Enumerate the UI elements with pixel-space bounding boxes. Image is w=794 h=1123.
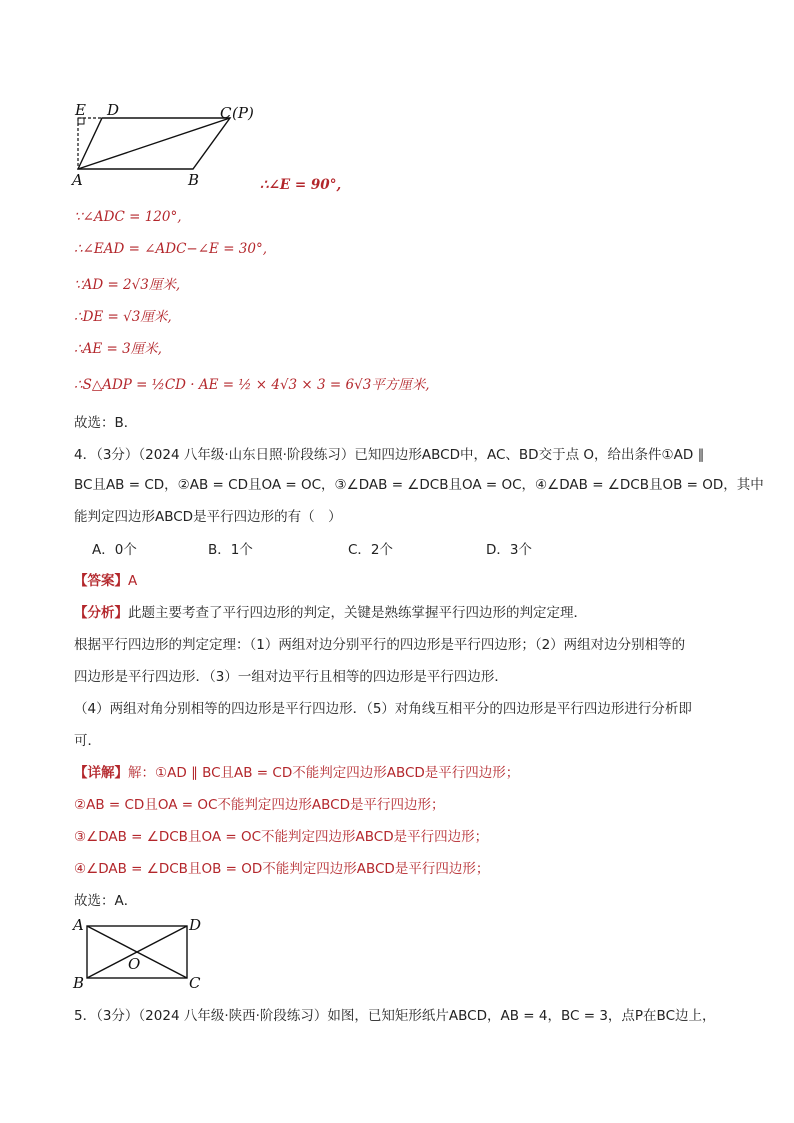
detail-line-4: ④∠DAB = ∠DCB且OB = OD不能判定四边形ABCD是平行四边形； [74, 861, 490, 877]
label-p: (P) [232, 104, 254, 122]
analysis-text: 此题主要考查了平行四边形的判定，关键是熟练掌握平行四边形的判定定理． [128, 605, 587, 621]
label-o: O [128, 955, 141, 973]
answer-tag: 【答案】 [74, 573, 128, 589]
solution-line-6: ∴AE = 3厘米, [74, 341, 162, 357]
q4-option-c: C．2个 [348, 542, 394, 558]
q4-option-b: B．1个 [208, 542, 253, 558]
solution-line-7: ∴S△ADP = ½CD · AE = ½ × 4√3 × 3 = 6√3平方厘米, [74, 377, 430, 393]
q4-analysis-line-2: 根据平行四边形的判定定理：（1）两组对边分别平行的四边形是平行四边形；（2）两组对边分别相等的 [74, 637, 686, 653]
diagonal-ac [78, 118, 230, 169]
q4-conclusion: 故选：A． [74, 893, 138, 909]
detail-tag: 【详解】 [74, 765, 128, 781]
q4-analysis [74, 601, 587, 621]
q4-line-2: BC且AB = CD，②AB = CD且OA = OC，③∠DAB = ∠DCB且OA = OC，④∠DAB = ∠DCB且OB = OD，其中 [74, 477, 764, 493]
answer-value: A [128, 573, 138, 589]
q4-analysis-line-4: （4）两组对角分别相等的四边形是平行四边形．（5）对角线互相平分的四边形是平行四边形进行分析即 [74, 701, 692, 717]
label-e: E [75, 101, 86, 119]
label-a: A [72, 171, 83, 189]
label-b: B [188, 171, 200, 189]
label-c: C [189, 974, 201, 992]
detail-line-2: ②AB = CD且OA = OC不能判定四边形ABCD是平行四边形； [74, 797, 445, 813]
detail-line-1: 解：①AD ∥ BC且AB = CD不能判定四边形ABCD是平行四边形； [128, 765, 520, 781]
label-d: D [107, 101, 120, 119]
detail-line-3: ③∠DAB = ∠DCB且OA = OC不能判定四边形ABCD是平行四边形； [74, 829, 489, 845]
solution-line-1: ∴∠E = 90°, [260, 177, 342, 193]
label-a: A [73, 916, 84, 934]
solution-line-2: ∵∠ADC = 120°, [74, 209, 182, 225]
label-b: B [73, 974, 85, 992]
q4-option-a: A．0个 [92, 542, 137, 558]
q5-line-1: 5．（3分）（2024 八年级·陕西·阶段练习）如图，已知矩形纸片ABCD，AB = 4，BC = 3，点P在BC边上， [74, 1008, 716, 1024]
q4-analysis-line-3: 四边形是平行四边形．（3）一组对边平行且相等的四边形是平行四边形． [74, 669, 508, 685]
solution-line-3: ∴∠EAD = ∠ADC−∠E = 30°, [74, 241, 268, 257]
label-d: D [189, 916, 202, 934]
solution-line-4: ∵AD = 2√3厘米, [74, 277, 181, 293]
figure-parallelogram [60, 96, 270, 191]
figure-rectangle [70, 914, 210, 992]
q4-analysis-line-5: 可． [74, 733, 101, 749]
solution-line-5: ∴DE = √3厘米, [74, 309, 172, 325]
label-c: C [220, 104, 232, 122]
q4-line-1: 4．（3分）（2024 八年级·山东日照·阶段练习）已知四边形ABCD中，AC、BD交于点 O，给出条件①AD ∥ [74, 447, 705, 463]
q4-option-d: D．3个 [486, 542, 532, 558]
analysis-tag: 【分析】 [74, 605, 128, 621]
q4-answer [74, 569, 137, 589]
q4-detail [74, 761, 519, 781]
solution-conclusion: 故选：B． [74, 415, 138, 431]
q4-line-3: 能判定四边形ABCD是平行四边形的有（ ） [74, 509, 342, 525]
